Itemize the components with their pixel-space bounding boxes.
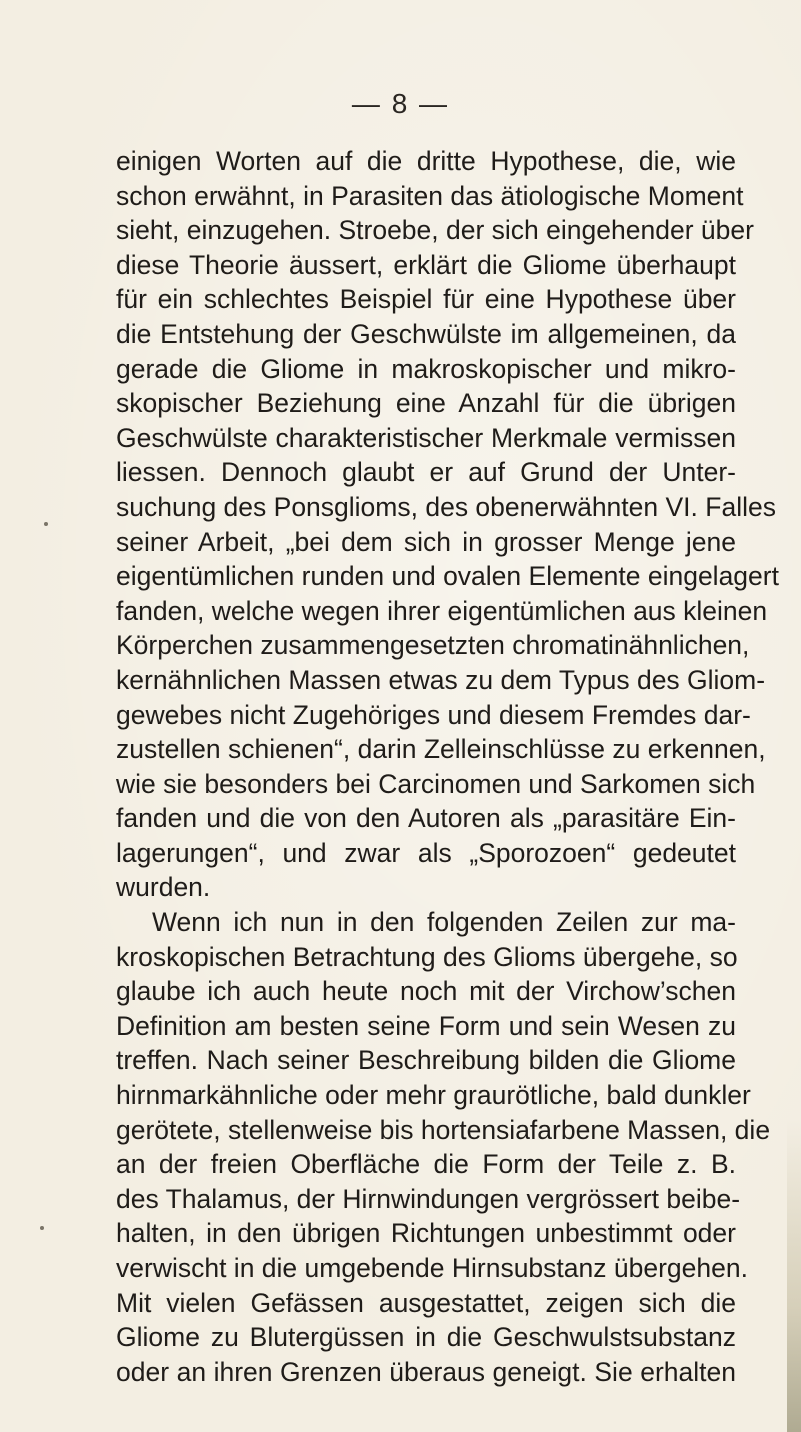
text-line: glaube ich auch heute noch mit der Virchow’schen <box>116 976 736 1007</box>
text-line: gerade die Gliome in makroskopischer und mikro- <box>116 353 736 384</box>
text-line: des Thalamus, der Hirnwindungen vergrössert beibe- <box>116 1183 741 1214</box>
paragraph-1 <box>116 144 779 905</box>
paper-speck <box>40 1226 44 1230</box>
text-line: Wenn ich nun in den folgenden Zeilen zur ma- <box>152 907 736 938</box>
text-line: Gliome zu Blutergüssen in die Geschwulstsubstanz <box>116 1322 736 1353</box>
text-line: schon erwähnt, in Parasiten das ätiologische Moment <box>116 180 744 211</box>
paper-speck <box>44 522 48 526</box>
text-line: an der freien Oberfläche die Form der Teile z. B. <box>116 1149 736 1180</box>
text-line: treffen. Nach seiner Beschreibung bilden die Gliome <box>116 1045 736 1076</box>
text-line: suchung des Ponsglioms, des obenerwähnten VI. Falles <box>116 491 776 522</box>
text-line: Mit vielen Gefässen ausgestattet, zeigen sich die <box>116 1287 736 1318</box>
text-line: fanden und die von den Autoren als „parasitäre Ein- <box>116 803 736 834</box>
text-line: die Entstehung der Geschwülste im allgemeinen, da <box>116 318 736 349</box>
paragraph-2 <box>116 905 771 1389</box>
text-line: seiner Arbeit, „bei dem sich in grosser Menge jene <box>116 526 736 557</box>
text-line: liessen. Dennoch glaubt er auf Grund der Unter- <box>116 457 736 488</box>
text-line: verwischt in die umgebende Hirnsubstanz übergehen. <box>116 1253 748 1283</box>
text-line: Definition am besten seine Form und sein Wesen zu <box>116 1010 736 1041</box>
text-line: gewebes nicht Zugehöriges und diesem Fremdes dar- <box>116 699 751 730</box>
text-line: Geschwülste charakteristischer Merkmale vermissen <box>116 422 736 453</box>
text-line: gerötete, stellenweise bis hortensiafarbene Massen, die <box>116 1114 771 1145</box>
text-line: skopischer Beziehung eine Anzahl für die übrigen <box>116 388 736 419</box>
text-line: kernähnlichen Massen etwas zu dem Typus des Gliom- <box>116 664 766 695</box>
text-line: lagerungen“, und zwar als „Sporozoen“ gedeutet <box>116 837 736 868</box>
body-text <box>116 144 779 1389</box>
text-line: eigentümlichen runden und ovalen Elemente eingelagert <box>116 561 779 592</box>
page-edge-stain <box>787 1120 801 1432</box>
text-line: wie sie besonders bei Carcinomen und Sarkomen sich <box>116 768 756 799</box>
page-number: — 8 — <box>351 88 450 119</box>
text-line: oder an ihren Grenzen überaus geneigt. Sie erhalten <box>116 1356 736 1387</box>
text-line: sieht, einzugehen. Stroebe, der sich eingehender über <box>116 215 754 246</box>
text-line: einigen Worten auf die dritte Hypothese, die, wie <box>116 146 736 176</box>
text-line: kroskopischen Betrachtung des Glioms übergehe, so <box>116 941 738 972</box>
text-line: zustellen schienen“, darin Zelleinschlüsse zu erkennen, <box>116 734 766 765</box>
text-line: Körperchen zusammengesetzten chromatinähnlichen, <box>116 630 750 661</box>
text-line: wurden. <box>116 872 211 903</box>
text-line: hirnmarkähnliche oder mehr graurötliche, bald dunkler <box>116 1080 751 1111</box>
text-line: fanden, welche wegen ihrer eigentümlichen aus kleinen <box>116 595 768 626</box>
text-line: diese Theorie äussert, erklärt die Gliome überhaupt <box>116 249 736 280</box>
text-line: halten, in den übrigen Richtungen unbestimmt oder <box>116 1218 736 1249</box>
text-line: für ein schlechtes Beispiel für eine Hypothese über <box>116 284 736 315</box>
